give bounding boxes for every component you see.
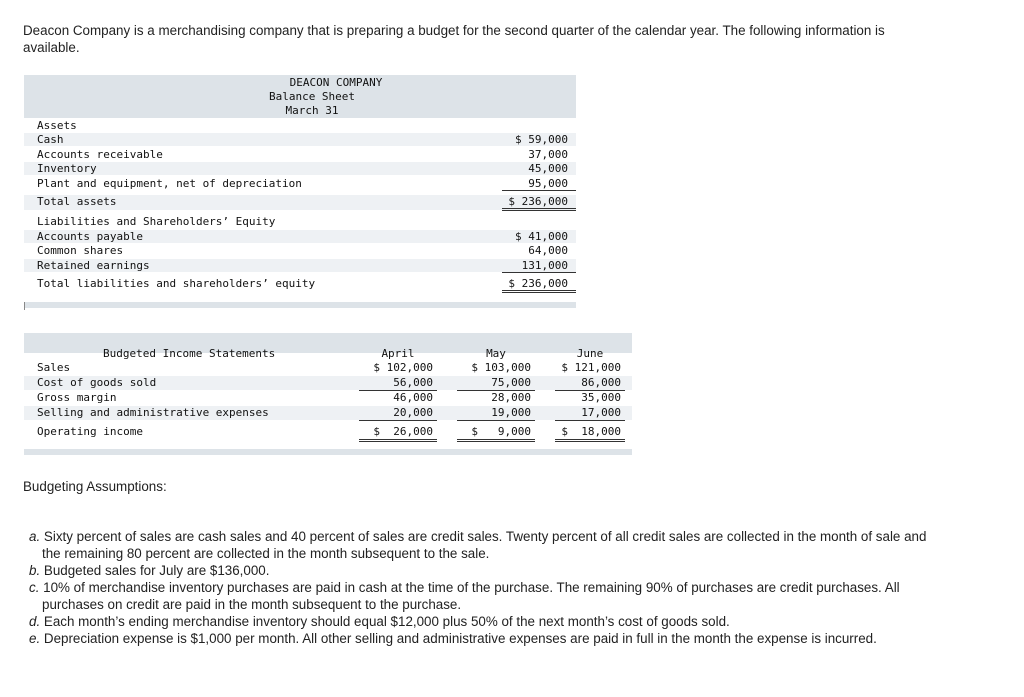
inventory-row (24, 162, 576, 175)
row-value: 131,000 (502, 259, 576, 273)
balance-sheet (24, 75, 576, 308)
statement-date: March 31 (285, 104, 339, 117)
month-may: May (486, 347, 506, 360)
income-header-row (24, 347, 632, 361)
balance-sheet-footer-bar (24, 302, 576, 308)
assumption-item (29, 613, 929, 630)
row-label: Accounts receivable (37, 148, 163, 161)
assumption-text: 10% of merchandise inventory purchases are paid in cash at the time of the purchase. The remaining 90% of purchases are credit purchases. All purchases on credit are paid in the month subsequent to the purchase. (42, 580, 900, 612)
assets-heading: Assets (37, 119, 77, 132)
row-value: $ 236,000 (502, 195, 576, 211)
gross-margin-row (24, 391, 632, 405)
row-label: Common shares (37, 244, 124, 257)
row-label: Retained earnings (37, 259, 150, 272)
row-value: 17,000 (555, 406, 625, 421)
assumption-item (29, 528, 929, 562)
assumption-letter: b. (29, 563, 41, 578)
month-june: June (576, 347, 604, 360)
total-assets-row (24, 195, 576, 210)
assumption-letter: e. (29, 631, 41, 646)
row-value: 20,000 (359, 406, 437, 421)
row-value: 46,000 (393, 391, 433, 404)
income-statements (24, 333, 632, 455)
row-value: 28,000 (491, 391, 531, 404)
common-row (24, 244, 576, 257)
row-value: $ 9,000 (457, 425, 535, 442)
total-liab-row (24, 277, 576, 292)
ap-row (24, 230, 576, 243)
sales-row (24, 361, 632, 375)
assumption-text: Budgeted sales for July are $136,000. (43, 563, 270, 578)
assumption-letter: c. (29, 580, 40, 595)
row-label: Cash (37, 133, 64, 146)
row-value: 19,000 (457, 406, 535, 421)
row-value: $ 236,000 (502, 277, 576, 293)
assumption-letter: a. (29, 529, 41, 544)
row-value: $ 59,000 (515, 133, 568, 146)
assumption-text: Each month’s ending merchandise inventory should equal $12,000 plus 50% of the next month’s cost of goods sold. (43, 614, 730, 629)
row-value: $ 18,000 (555, 425, 625, 442)
row-label: Cost of goods sold (37, 376, 157, 389)
liabilities-heading: Liabilities and Shareholders’ Equity (37, 215, 276, 228)
row-label: Total assets (37, 195, 117, 208)
assets-heading-row (24, 119, 576, 132)
income-footer-bar (24, 449, 632, 455)
row-value: 45,000 (528, 162, 568, 175)
operating-income-row (24, 425, 632, 440)
assumptions-list (29, 528, 929, 647)
retained-row (24, 259, 576, 272)
row-value: $ 121,000 (561, 361, 621, 374)
row-label: Gross margin (37, 391, 117, 404)
ppe-row (24, 177, 576, 190)
ar-row (24, 148, 576, 161)
assumption-item (29, 630, 929, 647)
liab-heading-row (24, 215, 576, 228)
row-value: 75,000 (457, 376, 535, 391)
assumption-text: Sixty percent of sales are cash sales and 40 percent of sales are credit sales. Twenty percent of all credit sales are collected in the month of sale and the remaining 80 percent are collected in the month subsequent to the sale. (42, 529, 927, 561)
row-value: 64,000 (528, 244, 568, 257)
row-value: 37,000 (528, 148, 568, 161)
statement-title: Balance Sheet (268, 90, 356, 103)
row-value: $ 102,000 (373, 361, 433, 374)
row-label: Inventory (37, 162, 97, 175)
cogs-row (24, 376, 632, 390)
row-label: Selling and administrative expenses (37, 406, 269, 419)
balance-sheet-header (24, 75, 576, 118)
cash-row (24, 133, 576, 146)
row-label: Total liabilities and shareholders’ equity (37, 277, 316, 290)
row-label: Operating income (37, 425, 143, 438)
assumption-text: Depreciation expense is $1,000 per month. All other selling and administrative expenses are paid in full in the month the expense is incurred. (43, 631, 877, 646)
row-value: $ 41,000 (515, 230, 568, 243)
row-label: Plant and equipment, net of depreciation (37, 177, 302, 190)
divider (24, 302, 25, 310)
row-label: Accounts payable (37, 230, 143, 243)
intro-text: Deacon Company is a merchandising company that is preparing a budget for the second quarter of the calendar year. The following information is available. (23, 23, 885, 55)
assumption-item (29, 562, 929, 579)
assumption-item (29, 579, 929, 613)
assumptions-title: Budgeting Assumptions: (23, 479, 167, 494)
company-name: DEACON COMPANY (289, 76, 383, 89)
income-title: Budgeted Income Statements (103, 347, 276, 360)
row-value: 86,000 (555, 376, 625, 391)
row-value: 95,000 (502, 177, 576, 191)
row-value: $ 26,000 (359, 425, 437, 442)
sga-row (24, 406, 632, 420)
month-april: April (381, 347, 415, 360)
row-value: 56,000 (359, 376, 437, 391)
assumption-letter: d. (29, 614, 41, 629)
row-label: Sales (37, 361, 71, 374)
row-value: 35,000 (581, 391, 621, 404)
row-value: $ 103,000 (471, 361, 531, 374)
